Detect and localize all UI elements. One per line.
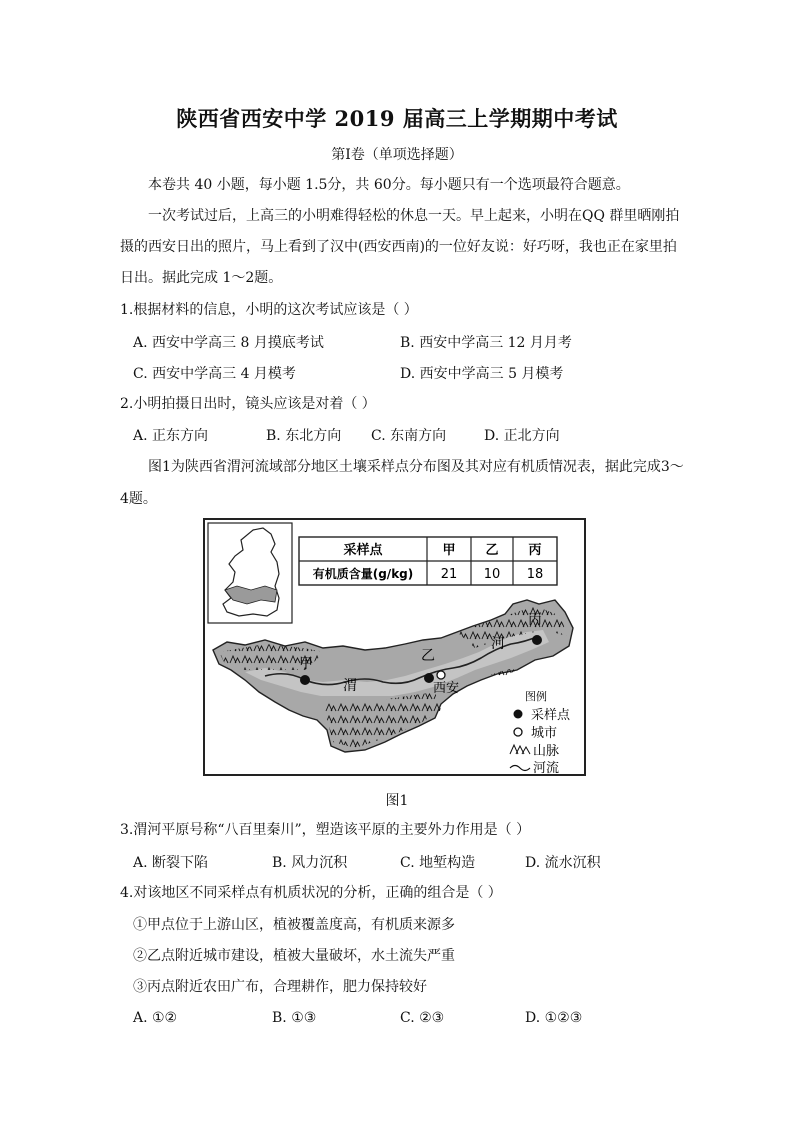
question-4-statement-3: ③丙点附近农田广布，合理耕作，肥力保持较好 — [133, 979, 427, 995]
question-4-option-c: C. ②③ — [400, 1010, 445, 1026]
question-1-option-a: A. 西安中学高三 8 月摸底考试 — [133, 335, 324, 351]
question-4-option-a: A. ①② — [133, 1010, 178, 1026]
question-3-option-c: C. 地堑构造 — [400, 855, 476, 871]
legend-city-icon — [514, 728, 522, 736]
legend-sample-icon — [514, 710, 523, 719]
legend-river-label: 河流 — [533, 761, 560, 774]
table-value-yi: 10 — [483, 567, 501, 582]
legend-mountain-label: 山脉 — [533, 744, 560, 759]
table-header-yi: 乙 — [485, 543, 499, 558]
label-jia: 甲 — [299, 656, 313, 672]
table-value-jia: 21 — [440, 567, 458, 582]
question-4-stem: 4.对该地区不同采样点有机质状况的分析，正确的组合是（ ） — [120, 885, 502, 901]
legend-river-icon — [510, 766, 530, 771]
map-legend — [510, 689, 571, 774]
material2-line1: 图1为陕西省渭河流域部分地区土壤采样点分布图及其对应有机质情况表，据此完成3～ — [148, 459, 684, 475]
question-1-option-c: C. 西安中学高三 4 月模考 — [133, 366, 296, 382]
label-wei: 渭 — [343, 678, 357, 694]
sample-point-jia — [300, 675, 310, 685]
material1-line3: 日出。据此完成 1～2题。 — [120, 270, 283, 286]
question-4-option-b: B. ①③ — [272, 1010, 317, 1026]
table-value-bing: 18 — [526, 567, 544, 582]
organic-matter-table — [299, 537, 557, 585]
material2-line2: 4题。 — [120, 491, 157, 507]
question-1-option-b: B. 西安中学高三 12 月月考 — [400, 335, 572, 351]
question-1-stem: 1.根据材料的信息，小明的这次考试应该是（ ） — [120, 302, 418, 318]
material1-line2: 摄的西安日出的照片，马上看到了汉中(西安西南)的一位好友说：好巧呀，我也正在家里拍 — [120, 239, 677, 255]
question-4-option-d: D. ①②③ — [525, 1010, 583, 1026]
city-xian-marker — [437, 671, 445, 679]
label-bing: 丙 — [528, 612, 542, 628]
question-3-option-d: D. 流水沉积 — [525, 855, 601, 871]
question-4-statement-1: ①甲点位于上游山区，植被覆盖度高，有机质来源多 — [133, 917, 455, 933]
legend-title: 图例 — [525, 690, 547, 703]
material1-line1: 一次考试过后，上高三的小明难得轻松的休息一天。早上起来，小明在QQ 群里晒刚拍 — [148, 208, 680, 224]
question-2-option-a: A. 正东方向 — [133, 428, 209, 444]
legend-sample-label: 采样点 — [531, 708, 571, 723]
question-4-statement-2: ②乙点附近城市建设，植被大量破坏，水土流失严重 — [133, 948, 455, 964]
question-1-option-d: D. 西安中学高三 5 月模考 — [400, 366, 564, 382]
legend-mountain-icon — [510, 745, 530, 754]
label-he: 河 — [491, 636, 505, 652]
table-header-bing: 丙 — [528, 543, 542, 558]
question-2-option-c: C. 东南方向 — [371, 428, 447, 444]
section-heading: 第Ⅰ卷（单项选择题） — [331, 147, 463, 163]
figure-caption: 图1 — [385, 793, 409, 809]
table-row-label: 有机质含量(g/kg) — [312, 567, 414, 581]
table-header-site: 采样点 — [343, 543, 383, 558]
label-xian: 西安 — [433, 681, 460, 696]
page-title: 陕西省西安中学 2019 届高三上学期期中考试 — [176, 106, 618, 131]
question-2-option-d: D. 正北方向 — [484, 428, 560, 444]
question-3-option-b: B. 风力沉积 — [272, 855, 348, 871]
figure-1-map — [203, 518, 586, 776]
label-yi: 乙 — [421, 648, 435, 664]
question-3-option-a: A. 断裂下陷 — [133, 855, 209, 871]
inset-province-map — [208, 523, 292, 623]
question-3-stem: 3.渭河平原号称“八百里秦川”，塑造该平原的主要外力作用是（ ） — [120, 822, 531, 838]
intro-text: 本卷共 40 小题，每小题 1.5分，共 60分。每小题只有一个选项最符合题意。 — [148, 177, 630, 193]
sample-point-bing — [532, 635, 542, 645]
table-header-jia: 甲 — [442, 543, 456, 558]
question-2-stem: 2.小明拍摄日出时，镜头应该是对着（ ） — [120, 396, 376, 412]
legend-city-label: 城市 — [531, 726, 558, 741]
question-2-option-b: B. 东北方向 — [266, 428, 342, 444]
